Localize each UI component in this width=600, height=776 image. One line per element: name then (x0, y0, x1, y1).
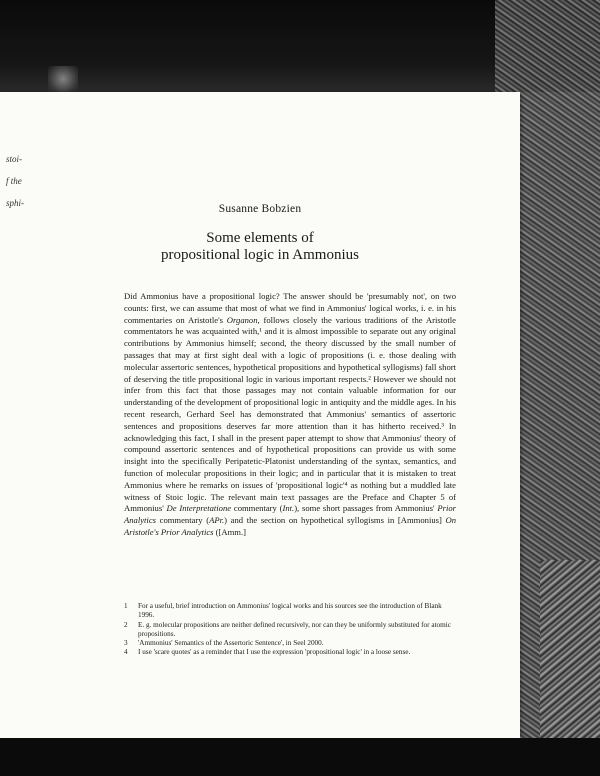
footnote (124, 621, 456, 640)
footnote-text: 'Ammonius' Semantics of the Assertoric Sentence', in Seel 2000. (138, 639, 324, 648)
body-text (124, 291, 456, 539)
margin-fragment: f the (6, 176, 22, 186)
title-line: propositional logic in Ammonius (161, 247, 359, 263)
footnote-text: E. g. molecular propositions are neither defined recursively, nor can they be uniformly substituted for atomic propositions. (138, 620, 451, 638)
footnote-number: 3 (124, 639, 128, 648)
margin-fragment: sphi- (6, 198, 24, 208)
scan-artifact (48, 66, 78, 92)
page-title (0, 230, 520, 264)
footnote-number: 1 (124, 602, 128, 610)
scan-border-bottom (0, 738, 600, 776)
body-paragraph: Did Ammonius have a propositional logic? The answer should be 'presumably not', on two counts: first, we can assume that most of what we find in Ammonius' logical works, i. e. in his commentaries on Aristotle's Organon, follows closely the various traditions of the Aristotle commentators he was acquainted with,¹ and it is almost impossible to separate out any original contributions by Ammonius himself; second, the theory discussed by the small number of passages that may at first sight deal with a logic of propositions (i. e. those dealing with molecular assertoric sentences, hypothetical propositions and hypothetical syllogisms) fall short of deserving the title propositional logic in various important respects.² However we should not infer from this fact that those passages may not contain valuable information for our understanding of the development of propositional logic in antiquity and the middle ages. In his recent research, Gerhard Seel has demonstrated that Ammonius' semantics of assertoric sentences and propositions deserves far more attention than it has hitherto received.³ In acknowledging this fact, I shall in the present paper attempt to show that Ammonius' theory of compound assertoric sentences and of hypothetical propositions can provide us with some insight into the specifically Peripatetic-Platonist understanding of the syntax, semantics, and function of molecular propositions in their logic; and in particular that it is mistaken to treat Ammonius where he remarks on issues of 'propositional logic'⁴ as nothing but a muddled late witness of Stoic logic. The relevant main text passages are the Preface and Chapter 5 of Ammonius' De Interpretatione commentary (Int.), some short passages from Ammonius' Prior Analytics commentary (APr.) and the section on hypothetical syllogisms in [Ammonius] On Aristotle's Prior Analytics ([Amm.] (124, 291, 456, 537)
author-name: Susanne Bobzien (218, 203, 302, 215)
title-line: Some elements of (206, 230, 314, 246)
footnote-number: 4 (124, 648, 128, 657)
footnote (124, 639, 456, 648)
footnote (124, 648, 456, 657)
footnote-number: 2 (124, 620, 128, 629)
footnote-text: For a useful, brief introduction on Ammonius' logical works and his sources see the introduction of Blank 1996. (138, 602, 442, 620)
footnote (124, 602, 456, 621)
footnote-text: I use 'scare quotes' as a reminder that I use the expression 'propositional logic' in a loose sense. (138, 648, 411, 657)
margin-fragment: stoi- (6, 154, 23, 164)
footnotes (124, 602, 456, 658)
